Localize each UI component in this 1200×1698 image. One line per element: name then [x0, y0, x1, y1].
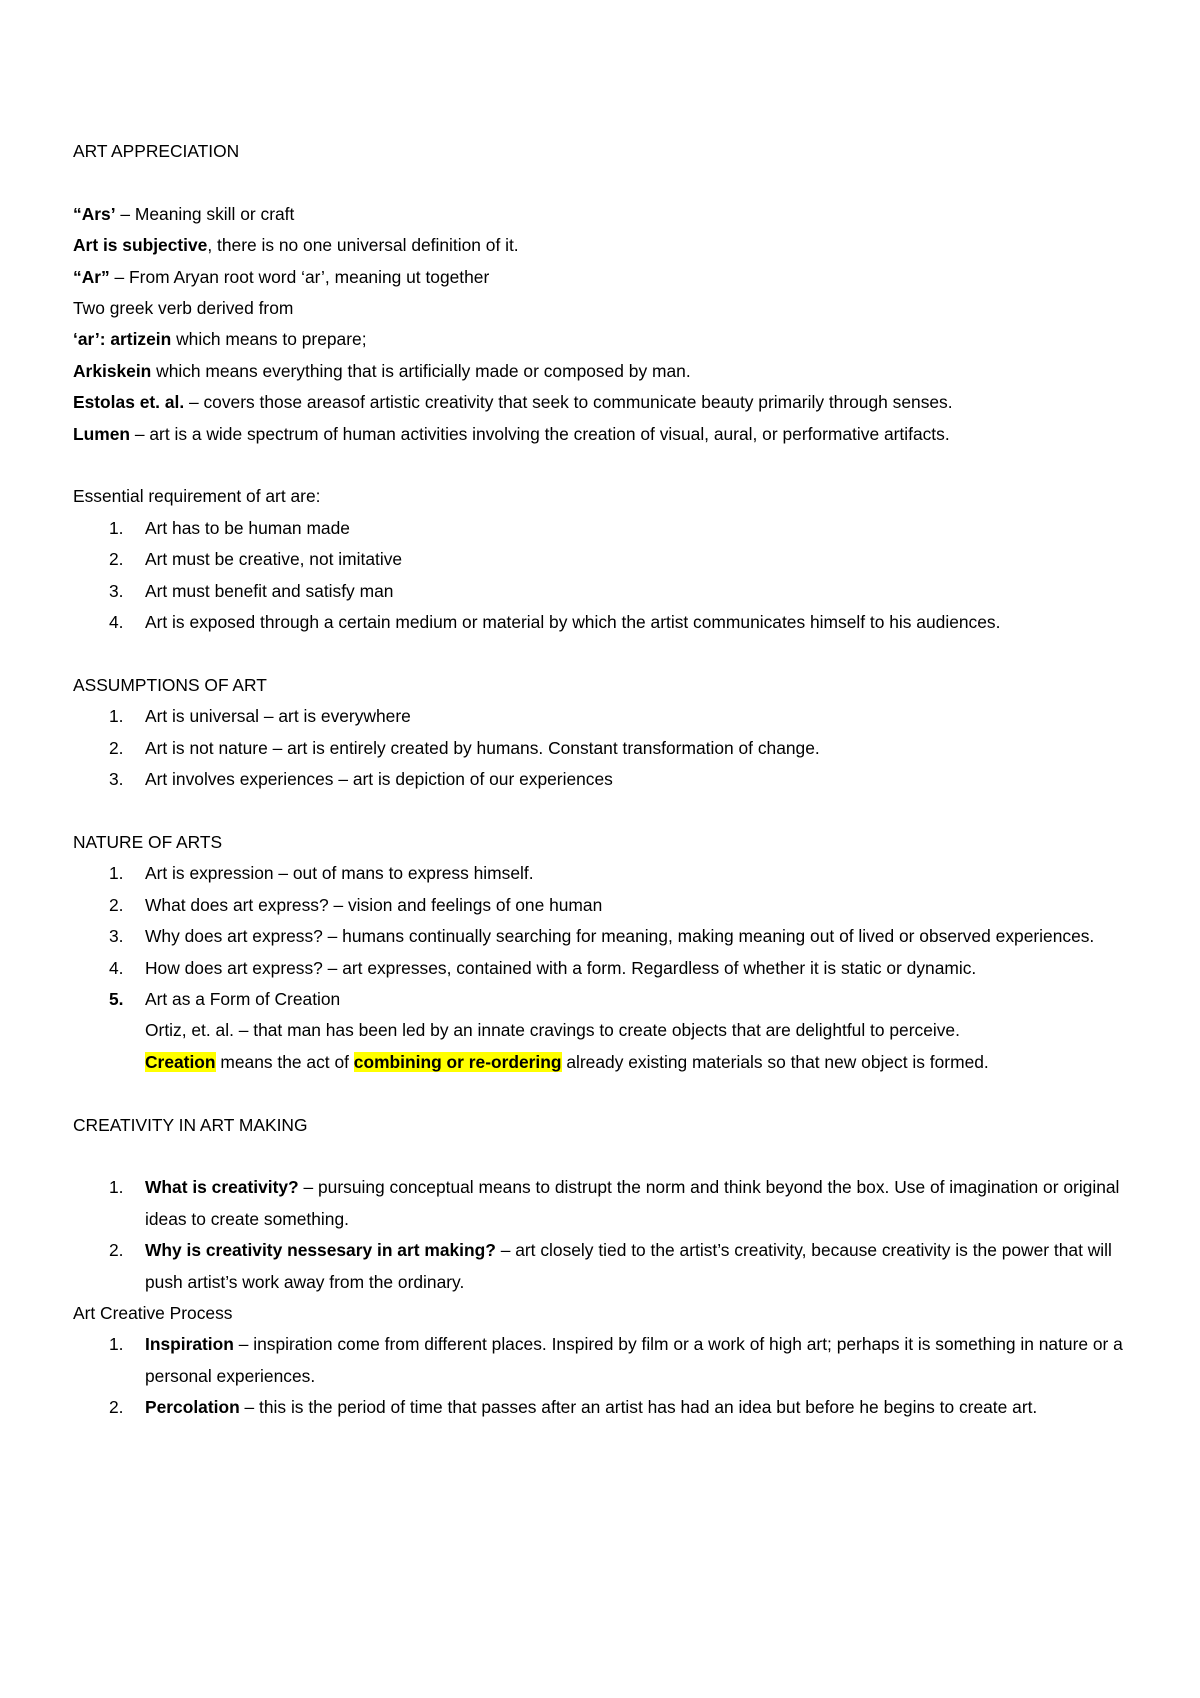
- list-item: 1. Art has to be human made: [109, 517, 350, 538]
- definition-line: Estolas et. al. – covers those areasof artistic creativity that seek to communicate beauty primarily through senses.: [73, 392, 953, 413]
- list-item: 1. Inspiration – inspiration come from different places. Inspired by film or a work of high art; perhaps it is something in nature or a personal experiences.: [109, 1334, 1123, 1386]
- definition-line: Two greek verb derived from: [73, 298, 294, 319]
- assumptions-heading: ASSUMPTIONS OF ART: [73, 674, 267, 695]
- creation-line: Creation means the act of combining or re-ordering already existing materials so that new object is formed.: [145, 1051, 989, 1072]
- definition-line: ‘ar’: artizein which means to prepare;: [73, 329, 367, 350]
- list-item: 4. Art is exposed through a certain medium or material by which the artist communicates himself to his audiences.: [109, 612, 1001, 633]
- spacer: [73, 1141, 1140, 1172]
- spacer: [73, 1078, 1140, 1109]
- ortiz-line: Ortiz, et. al. – that man has been led by an innate cravings to create objects that are delightful to perceive.: [145, 1020, 960, 1041]
- list-item: 3. Art must benefit and satisfy man: [109, 580, 394, 601]
- list-item: 2. Why is creativity nessesary in art making? – art closely tied to the artist’s creativity, because creativity is the power that will push artist’s work away from the ordinary.: [109, 1240, 1112, 1292]
- list-item: 2. What does art express? – vision and feelings of one human: [109, 894, 603, 915]
- list-item: 4. How does art express? – art expresses, contained with a form. Regardless of whether it is static or dynamic.: [109, 957, 977, 978]
- highlight-combining: combining or re-ordering: [353, 1051, 562, 1072]
- nature-list: [73, 858, 1140, 1078]
- list-item: 5. Art as a Form of Creation Ortiz, et. al. – that man has been led by an innate cravings to create objects that are delightful to perceive. Creation means the act of combining or re-ordering already existing materials so that new object is formed.: [73, 984, 1140, 1078]
- definition-line: “Ar” – From Aryan root word ‘ar’, meaning ut together: [73, 266, 490, 287]
- list-item: 1. What is creativity? – pursuing conceptual means to distrupt the norm and think beyond the box. Use of imagination or original ideas to create something.: [109, 1177, 1120, 1229]
- creativity-heading: CREATIVITY IN ART MAKING: [73, 1114, 308, 1135]
- nature-heading: NATURE OF ARTS: [73, 831, 223, 852]
- doc-title: ART APPRECIATION: [73, 141, 240, 161]
- creativity-list: [73, 1172, 1140, 1298]
- list-item: 2. Art must be creative, not imitative: [109, 549, 403, 570]
- list-item: 1. Art is expression – out of mans to express himself.: [109, 863, 534, 884]
- assumptions-list: [73, 701, 1140, 795]
- list-item: 2. Art is not nature – art is entirely created by humans. Constant transformation of change.: [109, 737, 820, 758]
- process-heading: Art Creative Process: [73, 1302, 233, 1323]
- list-item: 3. Art involves experiences – art is depiction of our experiences: [109, 769, 613, 790]
- spacer: [73, 638, 1140, 669]
- spacer: [73, 167, 1140, 198]
- definition-line: Art is subjective, there is no one universal definition of it.: [73, 235, 519, 256]
- list-item: 1. Art is universal – art is everywhere: [109, 706, 411, 727]
- highlight-creation: Creation: [145, 1051, 216, 1072]
- definition-line: Arkiskein which means everything that is artificially made or composed by man.: [73, 360, 691, 381]
- process-list: [73, 1329, 1140, 1423]
- definition-line: Lumen – art is a wide spectrum of human activities involving the creation of visual, aural, or performative artifacts.: [73, 423, 950, 444]
- spacer: [73, 795, 1140, 826]
- list-item: 2. Percolation – this is the period of time that passes after an artist has had an idea but before he begins to create art.: [109, 1397, 1038, 1418]
- essential-list: [73, 513, 1140, 639]
- essential-heading: Essential requirement of art are:: [73, 486, 321, 507]
- definition-line: “Ars’ – Meaning skill or craft: [73, 203, 295, 224]
- spacer: [73, 450, 1140, 481]
- list-item: 3. Why does art express? – humans continually searching for meaning, making meaning out of lived or observed experiences.: [109, 926, 1095, 947]
